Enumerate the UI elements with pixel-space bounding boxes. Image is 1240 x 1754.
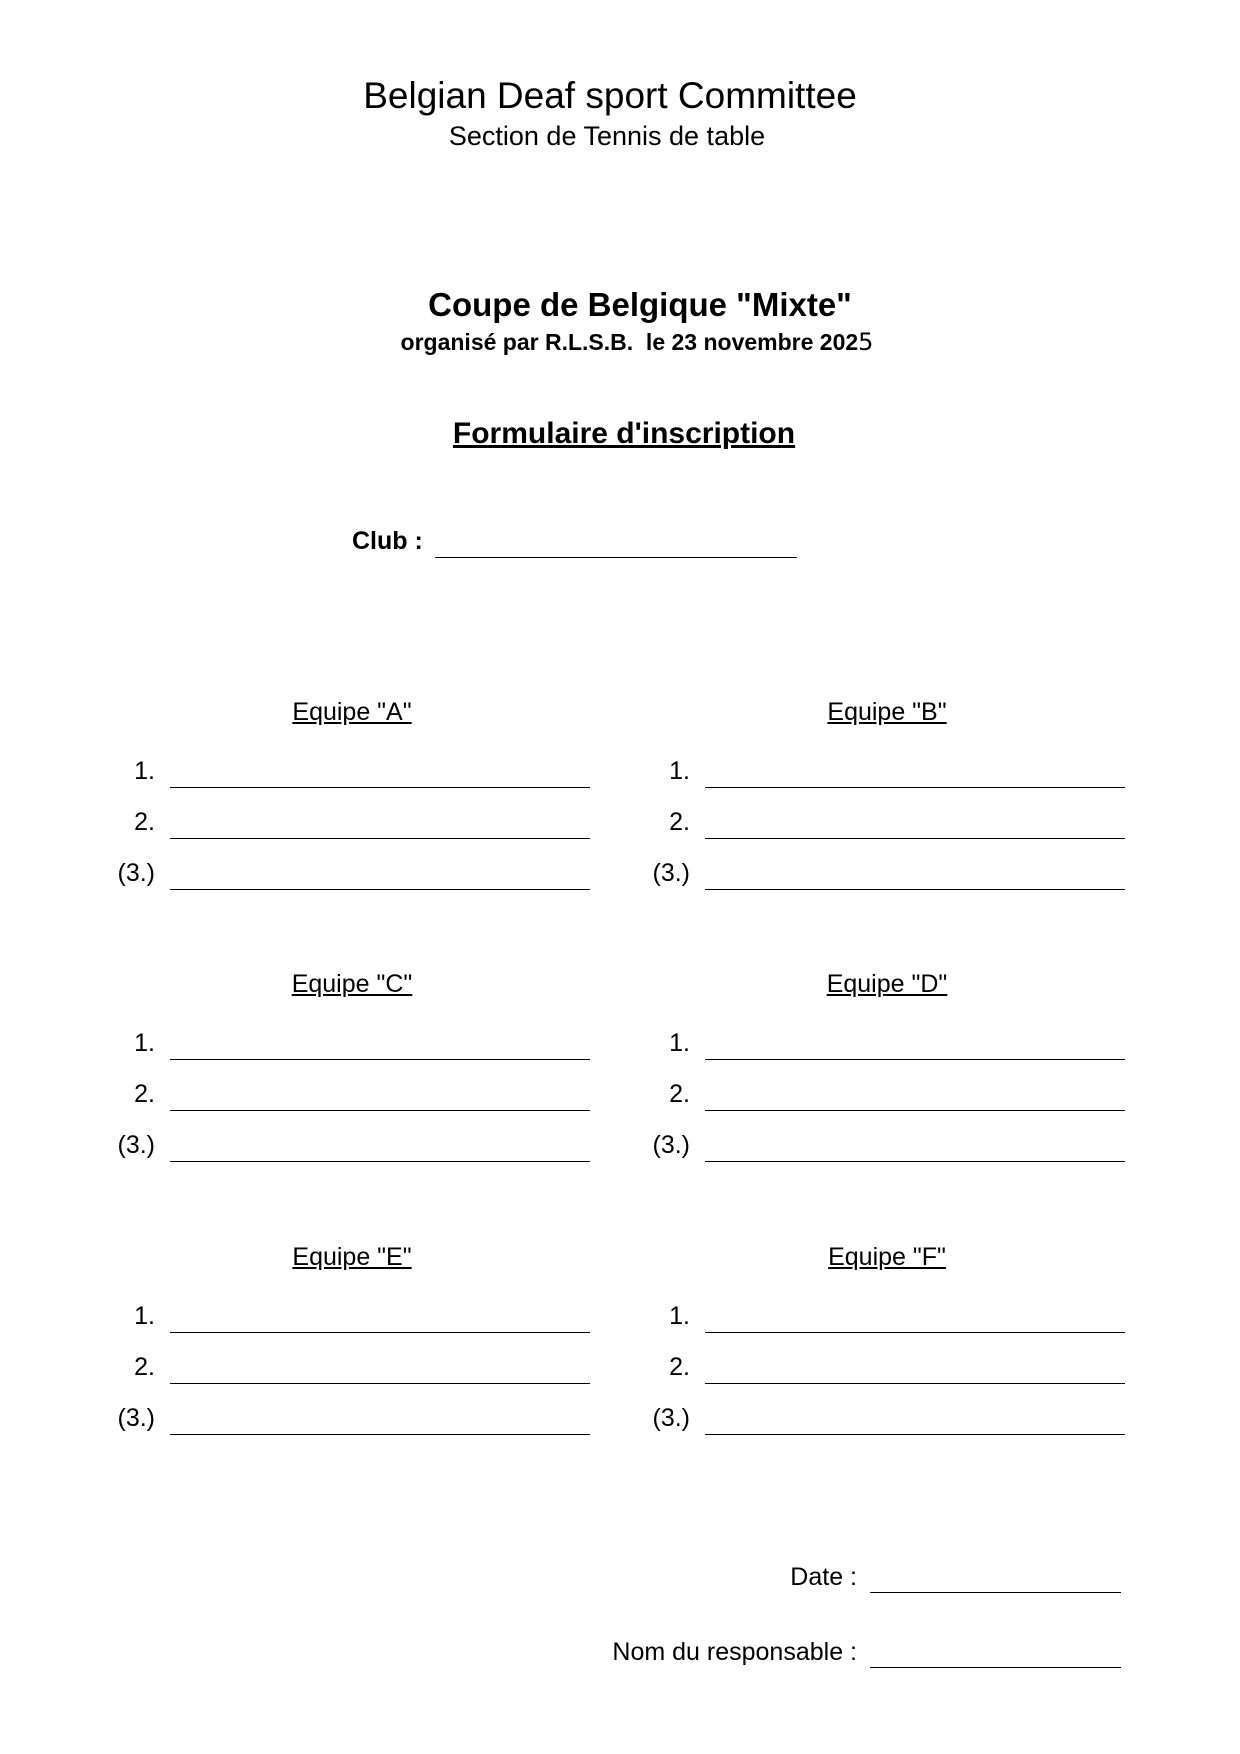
player-number: (3.) [652, 1404, 690, 1432]
player-row [0, 1030, 625, 1060]
player-name-field[interactable] [705, 1080, 1125, 1111]
player-number: 2. [669, 1080, 690, 1108]
player-name-field[interactable] [170, 1131, 590, 1162]
page-subtitle: Section de Tennis de table [448, 121, 766, 151]
organizer-text: organisé par R.L.S.B. le 23 novembre 202 [400, 329, 859, 355]
player-row [0, 860, 625, 890]
page-title: Belgian Deaf sport Committee [363, 75, 857, 116]
player-name-field[interactable] [170, 1302, 590, 1333]
team-b-header: Equipe "B" [827, 698, 947, 726]
player-name-field[interactable] [170, 1029, 590, 1060]
player-row [0, 1303, 625, 1333]
player-row [0, 1081, 625, 1111]
team-section-e [0, 1243, 625, 1458]
team-section-b [535, 698, 1160, 913]
player-row [535, 1303, 1160, 1333]
team-d-header: Equipe "D" [826, 970, 948, 998]
player-number: 1. [669, 757, 690, 785]
player-name-field[interactable] [705, 757, 1125, 788]
player-row [0, 1354, 625, 1384]
player-number: 2. [134, 808, 155, 836]
team-section-d [535, 970, 1160, 1185]
team-section-f [535, 1243, 1160, 1458]
club-input[interactable] [435, 528, 797, 558]
player-number: (3.) [117, 1404, 155, 1432]
player-name-field[interactable] [170, 1353, 590, 1384]
player-row [0, 758, 625, 788]
player-number: (3.) [117, 1131, 155, 1159]
player-name-field[interactable] [705, 1353, 1125, 1384]
player-number: (3.) [652, 859, 690, 887]
player-number: (3.) [117, 859, 155, 887]
responsible-label: Nom du responsable : [612, 1638, 857, 1666]
responsible-input[interactable] [870, 1638, 1121, 1668]
player-row [535, 758, 1160, 788]
organizer-year-tail: 5 [858, 328, 874, 356]
team-e-header: Equipe "E" [292, 1243, 412, 1271]
date-label: Date : [790, 1563, 857, 1591]
player-name-field[interactable] [705, 808, 1125, 839]
player-row [535, 1354, 1160, 1384]
player-row [535, 1081, 1160, 1111]
player-number: 1. [669, 1302, 690, 1330]
player-row [535, 860, 1160, 890]
team-section-c [0, 970, 625, 1185]
player-number: 1. [134, 1029, 155, 1057]
player-name-field[interactable] [170, 859, 590, 890]
player-number: 2. [134, 1080, 155, 1108]
player-name-field[interactable] [705, 1029, 1125, 1060]
team-c-header: Equipe "C" [291, 970, 413, 998]
team-f-header: Equipe "F" [828, 1243, 946, 1271]
event-title: Coupe de Belgique "Mixte" [428, 286, 852, 323]
player-number: 1. [134, 757, 155, 785]
player-name-field[interactable] [705, 1131, 1125, 1162]
player-number: 1. [669, 1029, 690, 1057]
player-row [0, 809, 625, 839]
team-a-header: Equipe "A" [292, 698, 412, 726]
player-name-field[interactable] [170, 808, 590, 839]
player-number: (3.) [652, 1131, 690, 1159]
player-row [535, 1132, 1160, 1162]
player-number: 1. [134, 1302, 155, 1330]
player-name-field[interactable] [705, 1302, 1125, 1333]
form-title: Formulaire d'inscription [452, 417, 796, 450]
player-name-field[interactable] [705, 1404, 1125, 1435]
player-row [0, 1132, 625, 1162]
player-name-field[interactable] [170, 1080, 590, 1111]
player-number: 2. [669, 1353, 690, 1381]
player-row [535, 1030, 1160, 1060]
event-organizer-line [401, 328, 874, 356]
player-number: 2. [134, 1353, 155, 1381]
player-row [535, 809, 1160, 839]
player-row [0, 1405, 625, 1435]
date-input[interactable] [870, 1563, 1121, 1593]
club-label: Club : [352, 527, 423, 555]
player-name-field[interactable] [170, 757, 590, 788]
player-row [535, 1405, 1160, 1435]
player-number: 2. [669, 808, 690, 836]
team-section-a [0, 698, 625, 913]
player-name-field[interactable] [705, 859, 1125, 890]
player-name-field[interactable] [170, 1404, 590, 1435]
